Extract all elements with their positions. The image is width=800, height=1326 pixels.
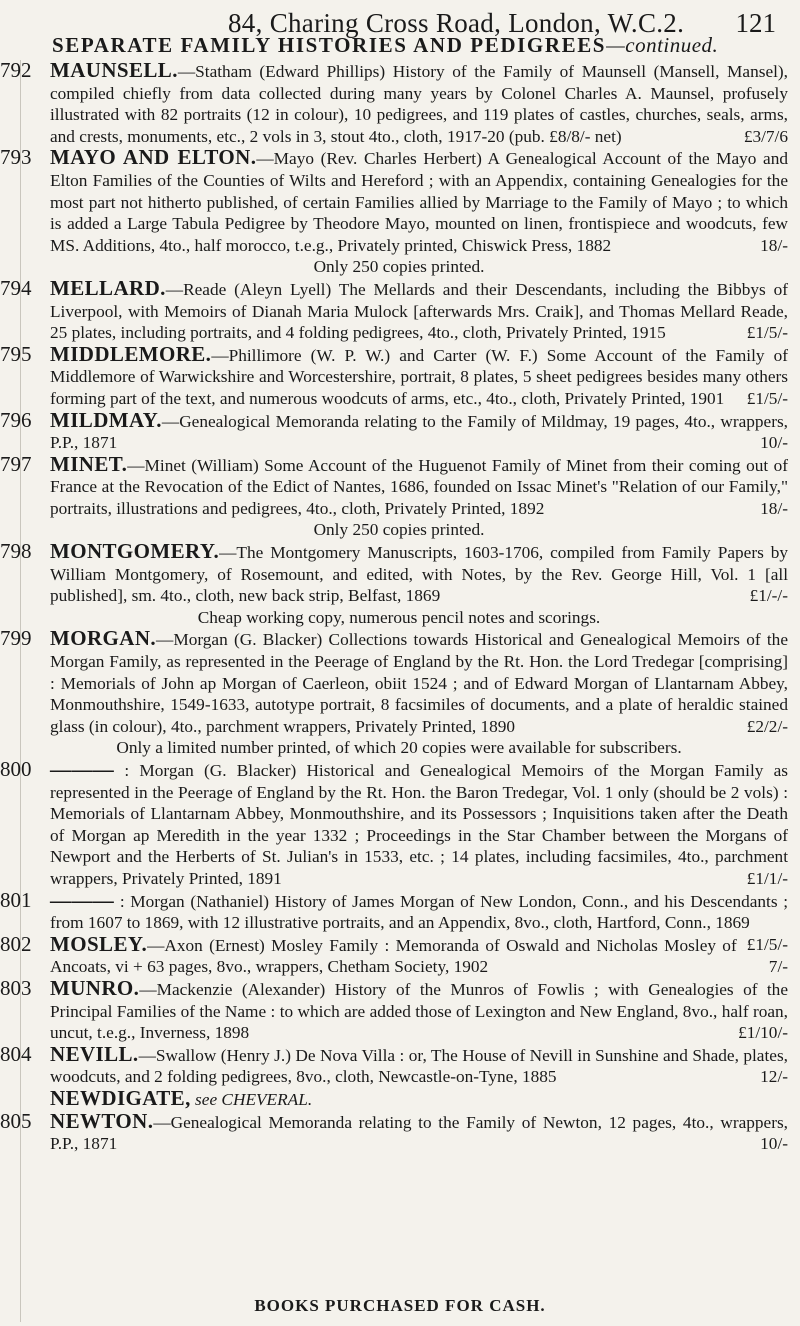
entry-price: 12/- <box>760 1067 788 1087</box>
catalogue-entry <box>0 759 800 890</box>
entry-number: 798 <box>0 539 32 564</box>
entry-price: £1/5/- <box>746 388 788 408</box>
catalogue-entry <box>0 628 800 759</box>
entry-number: 803 <box>0 975 32 1000</box>
entry-body: : Morgan (Nathaniel) History of James Morgan of New London, Conn., and his Descendants ; from 1607 to 1869, with 12 illustrative portraits, and an Appendix, 8vo., cloth, Hartford, Conn., 1869 <box>50 891 788 933</box>
entry-number: 793 <box>0 145 32 170</box>
section-title <box>52 33 792 58</box>
entry-body: —Minet (William) Some Account of the Huguenot Family of Minet from their coming out of France at the Revocation of the Edict of Nantes, 1686, founded on Issac Minet's "Relation of our Family," portraits, illustrations and pedigrees, 4to., cloth, Privately Printed, 1892 <box>50 455 788 518</box>
entry-body: —Axon (Ernest) Mosley Family : Memoranda of Oswald and Nicholas Mosley of Ancoats, vi + 63 pages, 8vo., wrappers, Chetham Society, 1902 <box>50 935 737 977</box>
entry-body: —Mayo (Rev. Charles Herbert) A Genealogical Account of the Mayo and Elton Families of the Counties of Wilts and Hereford ; with an Appendix, containing Genealogies for the most part not hitherto published, of certain Families allied by Marriage to the Family of Mayo ; to which is added a Large Tabula Pedigree by Theodore Mayo, mounted on linen, frontispiece and woodcuts, few MS. Additions, 4to., half morocco, t.e.g., Privately printed, Chiswick Press, 1882 <box>50 149 788 255</box>
entry-body: —Phillimore (W. P. W.) and Carter (W. F.) Some Account of the Family of Middlemore of Warwickshire and Worcestershire, portrait, 8 plates, 5 sheet pedigrees besides many others forming part of the text, and numerous woodcuts of arms, etc., 4to., cloth, Privately Printed, 1901 <box>50 345 788 408</box>
entry-body: —Morgan (G. Blacker) Collections towards Historical and Genealogical Memoirs of the Morgan Family, as represented in the Peerage of England by the Rt. Hon. the Lord Tredegar [comprising] : Memorials of John ap Morgan of Caerleon, obiit 1524 ; and of Edward Morgan of Llantarnam Abbey, Monmouthshire, 1549-1633, autotype portrait, 8 facsimiles of documents, and a plate of heraldic stained glass (in colour), 4to., parchment wrappers, Privately Printed, 1890 <box>50 630 788 736</box>
entry-heading: NEVILL. <box>50 1041 139 1066</box>
entry-heading: ——— <box>50 887 115 912</box>
entry-heading: MILDMAY. <box>50 407 162 432</box>
catalogue-entry <box>0 147 800 278</box>
entry-price: 7/- <box>768 957 788 977</box>
entry-number: 797 <box>0 451 32 476</box>
catalogue-entry <box>0 931 800 978</box>
entry-price: £1/-/- <box>749 586 788 606</box>
entry-body: —Genealogical Memoranda relating to the Family of Newton, 12 pages, 4to., wrappers, P.P., 1871 <box>50 1112 788 1154</box>
entry-number: 795 <box>0 341 32 366</box>
cross-reference <box>0 1085 800 1111</box>
section-title-text: SEPARATE FAMILY HISTORIES AND PEDIGREES <box>52 33 607 57</box>
entry-list <box>0 60 800 1155</box>
entry-number: 792 <box>0 58 32 82</box>
entry-body: —Reade (Aleyn Lyell) The Mellards and their Descendants, including the Bibbys of Liverpool, with Memoirs of Dianah Maria Mulock [afterwards Mrs. Craik], and Thomas Mellard Reade, 25 plates, including portraits, and 4 folding pedigrees, 4to., cloth, Privately Printed, 1915 <box>50 279 788 343</box>
entry-price: £3/7/6 <box>743 126 788 146</box>
cross-reference-text: see CHEVERAL. <box>195 1089 313 1109</box>
catalogue-entry <box>0 407 800 454</box>
entry-number: 799 <box>0 626 32 651</box>
page-number: 121 <box>735 8 776 38</box>
entry-price: £2/2/- <box>746 716 788 736</box>
entry-note: Only 250 copies printed. <box>313 520 485 540</box>
catalogue-entry <box>0 1108 800 1155</box>
entry-heading: MIDDLEMORE. <box>50 341 212 366</box>
entry-number: 802 <box>0 931 32 956</box>
entry-body: —Statham (Edward Phillips) History of the Family of Maunsell (Mansell, Mansel), compiled chiefly from data collected during many years by Colonel Charles A. Maunsel, profusely illustrated with 82 portraits (12 in colour), 10 pedigrees, and 119 plates of castles, churches, seals, arms, and crests, monuments, etc., 2 vols in 3, stout 4to., cloth, 1917-20 (pub. £8/8/- net) <box>50 62 788 146</box>
header-address: 84, Charing Cross Road, London, W.C.2. <box>228 8 685 38</box>
entry-price: 10/- <box>760 1134 788 1154</box>
entry-number: 805 <box>0 1108 32 1133</box>
entry-heading: MONTGOMERY. <box>50 539 220 564</box>
entry-note: Cheap working copy, numerous pencil notes and scorings. <box>197 607 601 627</box>
entry-heading: MUNRO. <box>50 975 140 1000</box>
catalogue-entry <box>0 541 800 628</box>
entry-body: : Morgan (G. Blacker) Historical and Genealogical Memoirs of the Morgan Family as represented in the Peerage of England by the Rt. Hon. the Baron Tredegar, Vol. 1 only (should be 2 vols) : Memorials of Llantarnam Abbey, Monmouthshire, and its Possessors ; Inquisitions taken after the Death of Morgan ap Meredith in the year 1332 ; Proceedings in the Star Chamber between the Morgans of Newport and the Herberts of St. Julian's in 1533, etc. ; 14 plates, including facsimiles, 4to., parchment wrappers, Privately Printed, 1891 <box>50 761 788 888</box>
entry-heading: MELLARD. <box>50 275 166 300</box>
cross-reference-heading: NEWDIGATE, <box>50 1085 191 1110</box>
entry-body: —Mackenzie (Alexander) History of the Munros of Fowlis ; with Genealogies of the Principal Families of the Name : to which are added those of Lexington and New England, 8vo., half roan, uncut, t.e.g., Inverness, 1898 <box>50 979 788 1043</box>
entry-heading: MINET. <box>50 451 128 476</box>
entry-heading: MAUNSELL. <box>50 58 178 82</box>
entry-body: —Genealogical Memoranda relating to the Family of Mildmay, 19 pages, 4to., wrappers, P.P., 1871 <box>50 411 788 453</box>
entry-price: £1/10/- <box>738 1023 788 1043</box>
entry-body: —Swallow (Henry J.) De Nova Villa : or, The House of Nevill in Sunshine and Shade, plates, woodcuts, and 2 folding pedigrees, 8vo., cloth, Newcastle-on-Tyne, 1885 <box>50 1045 788 1087</box>
entry-price: £1/5/- <box>746 934 788 954</box>
entry-price: £1/5/- <box>746 323 788 343</box>
entry-number: 804 <box>0 1041 32 1066</box>
catalogue-entry <box>0 275 800 344</box>
entry-heading: MAYO AND ELTON. <box>50 145 257 170</box>
entry-number: 800 <box>0 757 32 781</box>
entry-price: 10/- <box>760 433 788 453</box>
entry-note: Only 250 copies printed. <box>313 257 485 277</box>
catalogue-entry <box>0 975 800 1044</box>
page-footer: BOOKS PURCHASED FOR CASH. <box>254 1296 546 1315</box>
entry-price: £1/1/- <box>746 868 788 888</box>
entry-heading: NEWTON. <box>50 1108 154 1133</box>
entry-heading: MORGAN. <box>50 626 157 651</box>
entry-body: —The Montgomery Manuscripts, 1603-1706, compiled from Family Papers by William Montgomery, of Rosemount, and edited, with Notes, by the Rev. George Hill, Vol. 1 [all published], sm. 4to., cloth, new back strip, Belfast, 1869 <box>50 543 788 606</box>
entry-note: Only a limited number printed, of which 20 copies were available for subscribers. <box>116 738 682 758</box>
entry-number: 801 <box>0 887 32 912</box>
catalogue-entry <box>0 341 800 410</box>
catalogue-entry <box>0 451 800 541</box>
catalogue-entry <box>0 60 800 147</box>
entry-number: 794 <box>0 275 32 300</box>
section-continued: —continued. <box>606 33 719 57</box>
catalogue-entry <box>0 1041 800 1088</box>
entry-heading: MOSLEY. <box>50 931 148 956</box>
entry-price: 18/- <box>760 498 788 518</box>
entry-heading: ——— <box>50 757 115 781</box>
entry-number: 796 <box>0 407 32 432</box>
entry-price: 18/- <box>760 235 788 255</box>
